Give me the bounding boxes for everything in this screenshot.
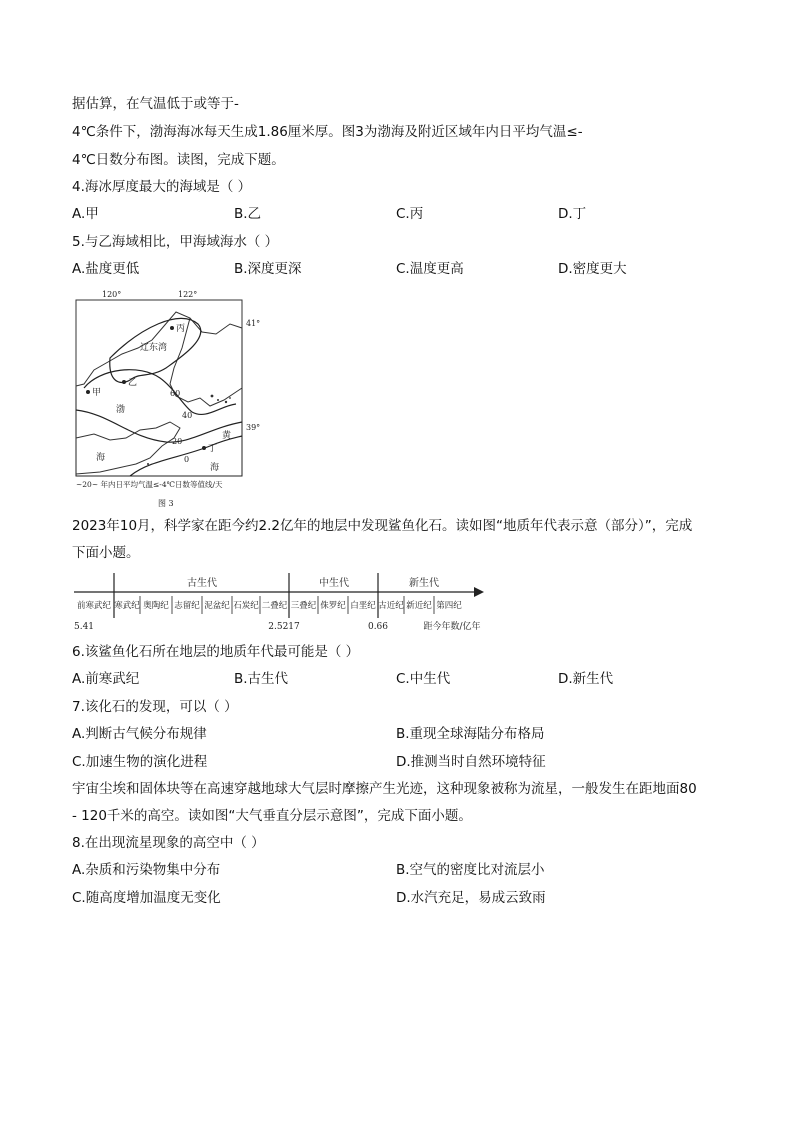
- bohai-map-figure: [70, 288, 270, 514]
- lat-41-label: 41°: [246, 319, 261, 328]
- q8-option-a[interactable]: A.杂质和污染物集中分布: [72, 862, 221, 878]
- period-label: 新近纪: [406, 601, 432, 611]
- period-label: 第四纪: [436, 601, 462, 611]
- q6-option-a[interactable]: A.前寒武纪: [72, 671, 140, 687]
- q4-option-a[interactable]: A.甲: [72, 206, 99, 222]
- period-label: 二叠纪: [261, 601, 288, 611]
- point-jia-marker: [86, 390, 90, 394]
- lon-120-label: 120°: [102, 290, 122, 299]
- q7-option-b[interactable]: B.重现全球海陆分布格局: [396, 726, 545, 742]
- label-bo: 渤: [116, 405, 126, 415]
- period-label: 前寒武纪: [76, 601, 112, 611]
- age-value-label: 5.41: [74, 622, 95, 632]
- q6-option-c[interactable]: C.中生代: [396, 671, 451, 687]
- q6-stem: 6.该鲨鱼化石所在地层的地质年代最可能是（ ）: [72, 644, 360, 660]
- point-bing-marker: [170, 326, 174, 330]
- intro3-line-1: 宇宙尘埃和固体块等在高速穿越地球大气层时摩擦产生光迹，这种现象被称为流星，一般发生在距地面80: [72, 781, 697, 797]
- era-label: 中生代: [319, 578, 349, 589]
- q8-option-c[interactable]: C.随高度增加温度无变化: [72, 890, 221, 906]
- q5-option-b[interactable]: B.深度更深: [234, 261, 302, 277]
- period-label: 白垩纪: [350, 601, 376, 611]
- timeline-arrow: [474, 587, 484, 597]
- q8-option-d[interactable]: D.水汽充足，易成云致雨: [396, 890, 546, 906]
- lat-39-label: 39°: [246, 423, 261, 432]
- geologic-timeline-figure: [74, 570, 494, 634]
- intro2-line-2: 下面小题。: [72, 545, 140, 561]
- period-label: 寒武纪: [114, 601, 140, 611]
- q8-option-b[interactable]: B.空气的密度比对流层小: [396, 862, 545, 878]
- isoline-20: [76, 410, 242, 442]
- point-ding-marker: [202, 446, 206, 450]
- label-jia: 甲: [92, 388, 102, 398]
- lon-122-label: 122°: [178, 290, 198, 299]
- iso-label-20: 20: [172, 437, 183, 446]
- point-yi-marker: [122, 380, 126, 384]
- period-label: 侏罗纪: [320, 601, 346, 611]
- q5-option-a[interactable]: A.盐度更低: [72, 261, 140, 277]
- iso-label-40: 40: [182, 411, 193, 420]
- era-label: 古生代: [187, 578, 217, 589]
- label-huang: 黄: [222, 431, 232, 441]
- intro3-line-2: - 120千米的高空。读如图“大气垂直分层示意图”，完成下面小题。: [72, 808, 472, 824]
- axis-unit-label: 距今年数/亿年: [423, 622, 481, 632]
- q5-stem: 5.与乙海域相比，甲海域海水（ ）: [72, 234, 279, 250]
- q7-option-d[interactable]: D.推测当时自然环境特征: [396, 754, 546, 770]
- age-value-label: 2.5217: [268, 622, 300, 632]
- period-label: 三叠纪: [290, 601, 317, 611]
- label-liaodong: 辽东湾: [140, 343, 168, 353]
- q6-option-d[interactable]: D.新生代: [558, 671, 614, 687]
- q4-option-b[interactable]: B.乙: [234, 206, 262, 222]
- label-yi: 乙: [128, 378, 138, 388]
- isoline-40: [84, 370, 236, 415]
- intro2-line-1: 2023年10月，科学家在距今约2.2亿年的地层中发现鲨鱼化石。读如图“地质年代表示意（部分）”，完成: [72, 518, 693, 534]
- map-caption: 图 3: [158, 499, 174, 508]
- label-bing: 丙: [176, 324, 186, 334]
- label-hai-left: 海: [96, 453, 106, 463]
- q7-option-c[interactable]: C.加速生物的演化进程: [72, 754, 208, 770]
- q7-option-a[interactable]: A.判断古气候分布规律: [72, 726, 207, 742]
- label-ding: 丁: [208, 444, 218, 454]
- q5-option-d[interactable]: D.密度更大: [558, 261, 627, 277]
- q6-option-b[interactable]: B.古生代: [234, 671, 289, 687]
- intro-line-3: 4℃日数分布图。读图，完成下题。: [72, 152, 285, 168]
- map-legend: ~20~ 年内日平均气温≤-4℃日数等值线/天: [76, 480, 223, 489]
- age-value-label: 0.66: [367, 622, 389, 632]
- intro-line-1: 据估算，在气温低于或等于-: [72, 96, 239, 112]
- iso-label-0: 0: [184, 455, 190, 464]
- q4-option-d[interactable]: D.丁: [558, 206, 587, 222]
- q4-stem: 4.海冰厚度最大的海域是（ ）: [72, 179, 252, 195]
- q8-stem: 8.在出现流星现象的高空中（ ）: [72, 835, 265, 851]
- intro-line-2: 4℃条件下，渤海海冰每天生成1.86厘米厚。图3为渤海及附近区域年内日平均气温≤-: [72, 124, 583, 140]
- period-label: 古近纪: [378, 601, 404, 611]
- q7-stem: 7.该化石的发现，可以（ ）: [72, 699, 238, 715]
- period-label: 石炭纪: [233, 601, 259, 611]
- period-label: 奥陶纪: [143, 601, 169, 611]
- q5-option-c[interactable]: C.温度更高: [396, 261, 464, 277]
- q4-option-c[interactable]: C.丙: [396, 206, 424, 222]
- period-label: 泥盆纪: [204, 601, 230, 611]
- iso-label-60: 60: [170, 389, 181, 398]
- period-label: 志留纪: [174, 601, 200, 611]
- era-label: 新生代: [409, 578, 439, 589]
- label-hai-right: 海: [210, 463, 220, 473]
